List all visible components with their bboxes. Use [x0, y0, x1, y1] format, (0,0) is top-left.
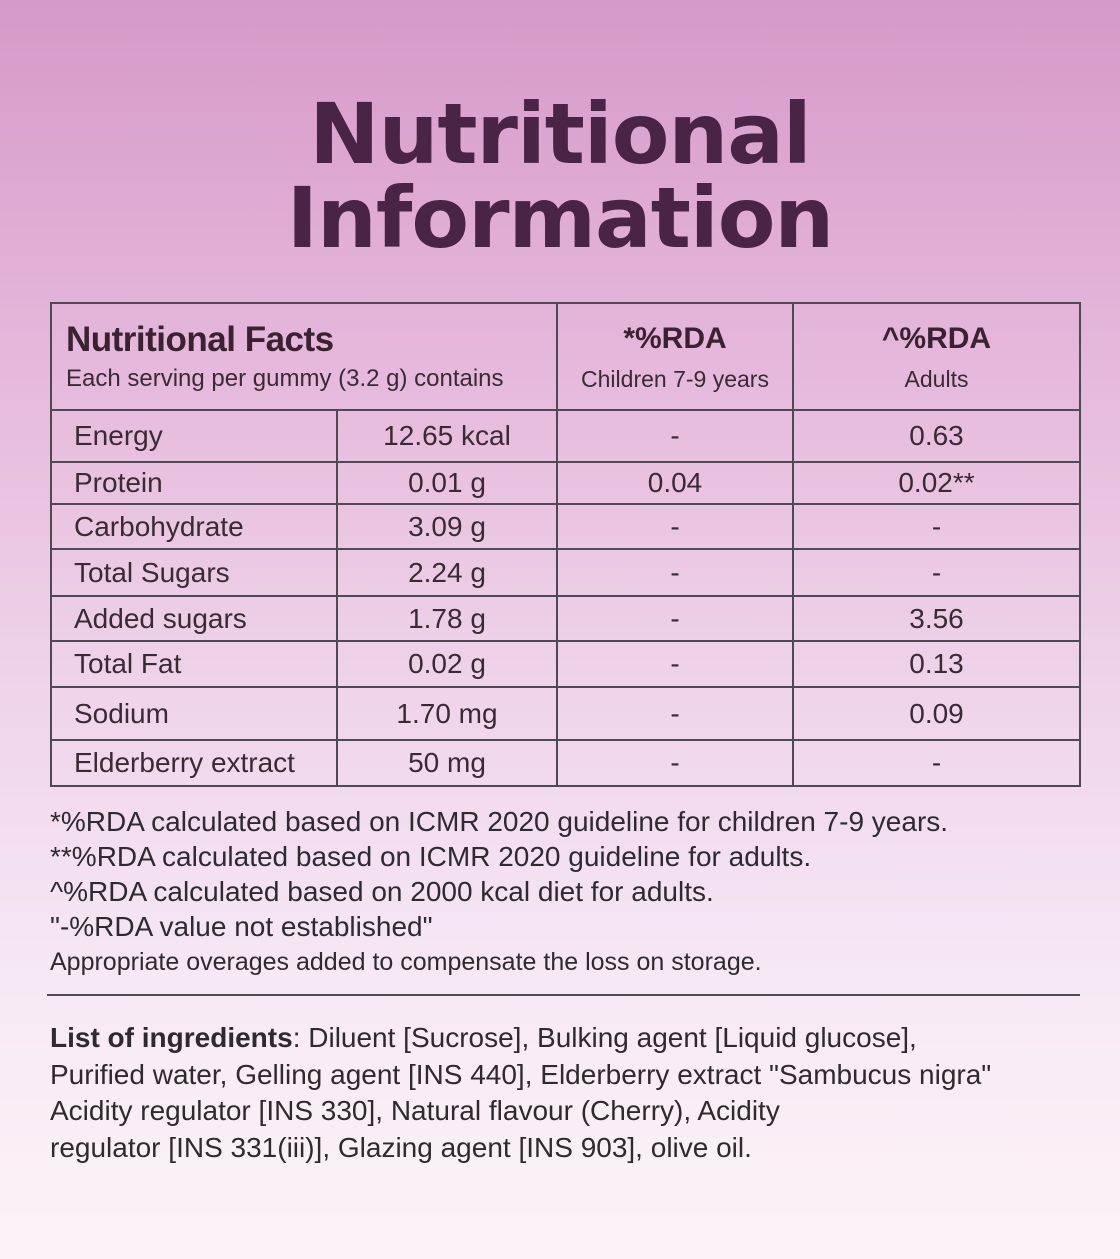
- nutrient-name: Added sugars: [51, 596, 337, 641]
- table-row: [51, 641, 1080, 687]
- ingredients-text: : Diluent [Sucrose], Bulking agent [Liquid glucose],: [292, 1022, 917, 1053]
- table-row: [51, 596, 1080, 641]
- adults-rda-value: -: [793, 740, 1080, 786]
- adults-rda-value: 3.56: [793, 596, 1080, 641]
- adults-rda-subtitle: Adults: [904, 365, 969, 392]
- nutrient-value: 0.02 g: [337, 641, 557, 687]
- children-rda-value: -: [557, 740, 793, 786]
- ingredients-label: List of ingredients: [50, 1022, 293, 1053]
- facts-title: Nutritional Facts: [66, 319, 334, 359]
- children-rda-value: -: [557, 549, 793, 596]
- ingredients-line: regulator [INS 331(iii)], Glazing agent [INS 903], olive oil.: [50, 1131, 752, 1163]
- adults-rda-header: [793, 303, 1080, 410]
- table-row: [51, 504, 1080, 549]
- nutrient-value: 0.01 g: [337, 462, 557, 504]
- ingredients-line: Purified water, Gelling agent [INS 440], Elderberry extract "Sambucus nigra": [50, 1058, 992, 1090]
- adults-rda-value: 0.63: [793, 410, 1080, 462]
- adults-rda-value: 0.13: [793, 641, 1080, 687]
- table-row: [51, 740, 1080, 786]
- table-row: [51, 687, 1080, 740]
- nutrient-name: Energy: [51, 410, 337, 462]
- adults-rda-value: -: [793, 504, 1080, 549]
- nutrient-name: Total Fat: [51, 641, 337, 687]
- footnote: "-%RDA value not established": [50, 911, 433, 942]
- nutrient-name: Sodium: [51, 687, 337, 740]
- adults-rda-value: 0.09: [793, 687, 1080, 740]
- facts-subtitle: Each serving per gummy (3.2 g) contains: [66, 364, 504, 392]
- children-rda-title: *%RDA: [623, 321, 727, 355]
- divider: [47, 994, 1080, 996]
- children-rda-value: 0.04: [557, 462, 793, 504]
- ingredients-section: [50, 1020, 1090, 1166]
- nutrient-value: 50 mg: [337, 740, 557, 786]
- table-row: [51, 549, 1080, 596]
- nutrient-value: 1.78 g: [337, 596, 557, 641]
- children-rda-header: [557, 303, 793, 410]
- children-rda-subtitle: Children 7-9 years: [581, 365, 769, 392]
- table-header-row: [51, 303, 1080, 410]
- children-rda-value: -: [557, 504, 793, 549]
- page-title: [0, 85, 1120, 267]
- nutrition-table: [50, 302, 1081, 787]
- adults-rda-title: ^%RDA: [881, 321, 992, 355]
- adults-rda-value: -: [793, 549, 1080, 596]
- page-title-line-2: Information: [286, 169, 834, 267]
- children-rda-value: -: [557, 410, 793, 462]
- footnote: Appropriate overages added to compensate the loss on storage.: [50, 948, 762, 976]
- nutrient-name: Total Sugars: [51, 549, 337, 596]
- footnote: **%RDA calculated based on ICMR 2020 guideline for adults.: [50, 841, 812, 872]
- table-row: [51, 410, 1080, 462]
- nutrient-value: 2.24 g: [337, 549, 557, 596]
- children-rda-value: -: [557, 596, 793, 641]
- footnotes: [50, 804, 1080, 980]
- ingredients-line: [50, 1020, 1090, 1057]
- children-rda-value: -: [557, 687, 793, 740]
- children-rda-value: -: [557, 641, 793, 687]
- nutrient-name: Elderberry extract: [51, 740, 337, 786]
- table-row: [51, 462, 1080, 504]
- ingredients-line: Acidity regulator [INS 330], Natural flavour (Cherry), Acidity: [50, 1095, 780, 1126]
- footnote: *%RDA calculated based on ICMR 2020 guideline for children 7-9 years.: [50, 806, 949, 837]
- footnote: ^%RDA calculated based on 2000 kcal diet for adults.: [50, 876, 714, 907]
- facts-header-cell: [51, 303, 557, 410]
- nutrient-value: 1.70 mg: [337, 687, 557, 740]
- nutrient-value: 3.09 g: [337, 504, 557, 549]
- nutrient-name: Protein: [51, 462, 337, 504]
- nutrient-name: Carbohydrate: [51, 504, 337, 549]
- page-title-line-1: Nutritional: [309, 85, 811, 183]
- nutrient-value: 12.65 kcal: [337, 410, 557, 462]
- adults-rda-value: 0.02**: [793, 462, 1080, 504]
